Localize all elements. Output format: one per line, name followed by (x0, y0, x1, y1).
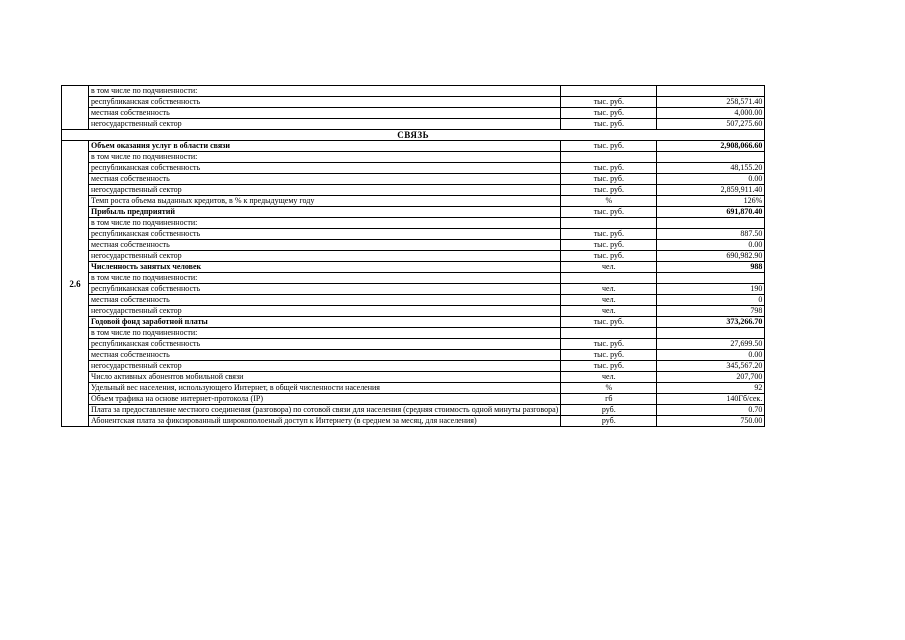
row-unit (561, 152, 657, 163)
row-unit: чел. (561, 295, 657, 306)
row-value: 207,700 (657, 372, 765, 383)
row-name: местная собственность (89, 108, 561, 119)
row-value: 507,275.60 (657, 119, 765, 130)
row-value: 750.00 (657, 416, 765, 427)
table-row (62, 229, 765, 240)
section-number: 2.6 (62, 141, 89, 427)
table-row (62, 163, 765, 174)
row-value: 2,859,911.40 (657, 185, 765, 196)
table-row (62, 361, 765, 372)
row-unit: тыс. руб. (561, 97, 657, 108)
table-row (62, 372, 765, 383)
row-name: в том числе по подчиненности: (89, 218, 561, 229)
row-name: негосударственный сектор (89, 251, 561, 262)
row-name: негосударственный сектор (89, 361, 561, 372)
row-unit: тыс. руб. (561, 207, 657, 218)
row-unit: тыс. руб. (561, 185, 657, 196)
row-unit: тыс. руб. (561, 350, 657, 361)
table-row (62, 196, 765, 207)
row-unit: тыс. руб. (561, 339, 657, 350)
table-row (62, 262, 765, 273)
row-value (657, 152, 765, 163)
row-value: 0.00 (657, 350, 765, 361)
row-value (657, 328, 765, 339)
row-name: местная собственность (89, 350, 561, 361)
row-value: 190 (657, 284, 765, 295)
table-row (62, 185, 765, 196)
table-row (62, 174, 765, 185)
row-unit: тыс. руб. (561, 141, 657, 152)
row-unit: тыс. руб. (561, 108, 657, 119)
row-value (657, 218, 765, 229)
row-name: в том числе по подчиненности: (89, 86, 561, 97)
row-unit (561, 328, 657, 339)
row-name: негосударственный сектор (89, 119, 561, 130)
row-unit: чел. (561, 262, 657, 273)
table-row (62, 251, 765, 262)
row-name: местная собственность (89, 174, 561, 185)
row-name: местная собственность (89, 295, 561, 306)
row-value: 2,908,066.60 (657, 141, 765, 152)
row-unit: чел. (561, 306, 657, 317)
table-row (62, 317, 765, 328)
table-row (62, 416, 765, 427)
row-value: 373,266.70 (657, 317, 765, 328)
table-row (62, 273, 765, 284)
row-value (657, 86, 765, 97)
row-name: негосударственный сектор (89, 185, 561, 196)
row-unit: тыс. руб. (561, 163, 657, 174)
row-unit: чел. (561, 284, 657, 295)
table-body (62, 86, 765, 427)
table-row (62, 405, 765, 416)
table-row (62, 97, 765, 108)
row-unit: тыс. руб. (561, 361, 657, 372)
row-value: 887.50 (657, 229, 765, 240)
row-value: 691,870.40 (657, 207, 765, 218)
table-row (62, 328, 765, 339)
row-unit: тыс. руб. (561, 229, 657, 240)
table-row (62, 295, 765, 306)
table-row (62, 306, 765, 317)
row-value: 798 (657, 306, 765, 317)
row-unit: % (561, 383, 657, 394)
row-name: Удельный вес населения, использующего Интернет, в общей численности населения (89, 383, 561, 394)
table-row (62, 86, 765, 97)
row-value (657, 273, 765, 284)
row-unit: тыс. руб. (561, 317, 657, 328)
row-name: Объем трафика на основе интернет-протокола (IP) (89, 394, 561, 405)
row-unit: гб (561, 394, 657, 405)
row-name: Объем оказания услуг в области связи (89, 141, 561, 152)
row-name: негосударственный сектор (89, 306, 561, 317)
table-row (62, 152, 765, 163)
row-unit: руб. (561, 405, 657, 416)
table-row (62, 141, 765, 152)
row-name: Годовой фонд заработной платы (89, 317, 561, 328)
table-row (62, 218, 765, 229)
table-row (62, 207, 765, 218)
row-name: Численность занятых человек (89, 262, 561, 273)
table-row (62, 339, 765, 350)
row-name: в том числе по подчиненности: (89, 328, 561, 339)
row-value: 4,000.00 (657, 108, 765, 119)
row-value: 0.70 (657, 405, 765, 416)
row-value: 140Гб/сек. (657, 394, 765, 405)
row-unit: тыс. руб. (561, 251, 657, 262)
row-value: 690,982.90 (657, 251, 765, 262)
row-name: Темп роста объема выданных кредитов, в % к предыдущему году (89, 196, 561, 207)
section-title: СВЯЗЬ (62, 130, 765, 141)
row-value: 345,567.20 (657, 361, 765, 372)
table-row (62, 119, 765, 130)
row-name: Плата за предоставление местного соединения (разговора) по сотовой связи для населения (средняя стоимость одной минуты разговора) (89, 405, 561, 416)
row-name: республиканская собственность (89, 97, 561, 108)
data-table (61, 85, 765, 427)
row-unit: руб. (561, 416, 657, 427)
row-value: 258,571.40 (657, 97, 765, 108)
row-unit (561, 218, 657, 229)
row-name: в том числе по подчиненности: (89, 152, 561, 163)
row-name: Число активных абонентов мобильной связи (89, 372, 561, 383)
row-unit: тыс. руб. (561, 119, 657, 130)
table-row (62, 350, 765, 361)
row-value: 48,155.20 (657, 163, 765, 174)
table-row (62, 383, 765, 394)
row-value: 988 (657, 262, 765, 273)
row-name: республиканская собственность (89, 284, 561, 295)
row-name: Прибыль предприятий (89, 207, 561, 218)
row-unit (561, 86, 657, 97)
row-name: республиканская собственность (89, 163, 561, 174)
row-value: 126% (657, 196, 765, 207)
row-value: 0 (657, 295, 765, 306)
row-value: 92 (657, 383, 765, 394)
section-header-row (62, 130, 765, 141)
row-unit: тыс. руб. (561, 174, 657, 185)
table-row (62, 108, 765, 119)
row-unit (561, 273, 657, 284)
table-row (62, 284, 765, 295)
row-name: Абонентская плата за фиксированный широкополоеный доступ к Интернету (в среднем за месяц, для населения) (89, 416, 561, 427)
number-cell (62, 86, 89, 130)
row-unit: чел. (561, 372, 657, 383)
table-row (62, 394, 765, 405)
row-name: местная собственность (89, 240, 561, 251)
row-unit: % (561, 196, 657, 207)
row-name: республиканская собственность (89, 229, 561, 240)
row-value: 27,699.50 (657, 339, 765, 350)
row-value: 0.00 (657, 174, 765, 185)
row-name: республиканская собственность (89, 339, 561, 350)
row-unit: тыс. руб. (561, 240, 657, 251)
row-name: в том числе по подчиненности: (89, 273, 561, 284)
table-row (62, 240, 765, 251)
row-value: 0.00 (657, 240, 765, 251)
